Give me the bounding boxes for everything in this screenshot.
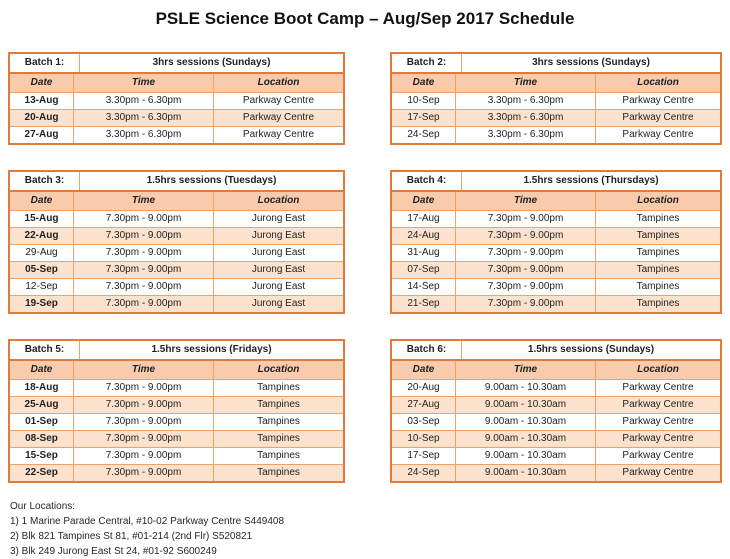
session-type: 1.5hrs sessions (Sundays) — [461, 341, 720, 359]
table-row — [10, 295, 343, 312]
date-cell: 18-Aug — [24, 382, 59, 393]
location-cell: Parkway Centre — [595, 448, 720, 464]
location-cell: Parkway Centre — [213, 127, 343, 143]
column-header-date: Date — [30, 195, 53, 206]
date-cell: 20-Aug — [407, 382, 440, 393]
date-cell: 29-Aug — [25, 247, 58, 258]
time-cell: 7.30pm - 9.00pm — [73, 245, 213, 261]
column-header-date: Date — [412, 364, 435, 375]
column-header-time: Time — [73, 192, 213, 210]
location-cell: Tampines — [213, 448, 343, 464]
date-cell: 21-Sep — [407, 298, 440, 309]
table-row — [392, 278, 720, 295]
location-cell: Tampines — [213, 414, 343, 430]
table-row — [392, 396, 720, 413]
batch-label: Batch 5: — [24, 344, 65, 355]
page-title: PSLE Science Boot Camp – Aug/Sep 2017 Schedule — [155, 9, 575, 28]
batch-table-3 — [8, 170, 345, 314]
date-cell: 24-Aug — [407, 230, 440, 241]
date-cell: 17-Sep — [407, 450, 440, 461]
locations-heading: Our Locations: — [10, 501, 76, 512]
batch-header-row — [10, 341, 343, 359]
table-row — [392, 109, 720, 126]
location-cell: Jurong East — [213, 296, 343, 312]
date-cell: 05-Sep — [25, 264, 58, 275]
location-cell: Parkway Centre — [595, 127, 720, 143]
table-row — [10, 227, 343, 244]
table-row — [392, 447, 720, 464]
location-cell: Jurong East — [213, 279, 343, 295]
date-cell: 07-Sep — [407, 264, 440, 275]
date-cell: 25-Aug — [24, 399, 59, 410]
table-row — [392, 227, 720, 244]
table-row — [392, 210, 720, 227]
location-cell: Tampines — [595, 228, 720, 244]
location-cell: Parkway Centre — [595, 93, 720, 109]
batch-table-2 — [390, 52, 722, 145]
time-cell: 3.30pm - 6.30pm — [455, 127, 595, 143]
column-header-date: Date — [412, 77, 435, 88]
date-cell: 27-Aug — [407, 399, 440, 410]
table-row — [10, 430, 343, 447]
time-cell: 7.30pm - 9.00pm — [73, 279, 213, 295]
table-row — [10, 379, 343, 396]
batch-header-row — [392, 172, 720, 190]
location-cell: Parkway Centre — [213, 93, 343, 109]
column-header-location: Location — [595, 361, 720, 379]
table-row — [392, 92, 720, 109]
date-cell: 27-Aug — [24, 129, 59, 140]
location-line-3: 3) Blk 249 Jurong East St 24, #01-92 S600249 — [10, 546, 217, 557]
location-cell: Parkway Centre — [595, 465, 720, 481]
location-cell: Tampines — [595, 296, 720, 312]
session-type: 1.5hrs sessions (Thursdays) — [461, 172, 720, 190]
time-cell: 7.30pm - 9.00pm — [73, 448, 213, 464]
column-header-time: Time — [455, 74, 595, 92]
batch-table-4 — [390, 170, 722, 314]
session-type: 1.5hrs sessions (Tuesdays) — [79, 172, 343, 190]
time-cell: 7.30pm - 9.00pm — [73, 262, 213, 278]
column-header-location: Location — [213, 192, 343, 210]
table-row — [10, 396, 343, 413]
batch-label: Batch 2: — [406, 57, 447, 68]
batch-label: Batch 4: — [406, 175, 447, 186]
date-cell: 24-Sep — [407, 129, 440, 140]
time-cell: 7.30pm - 9.00pm — [455, 296, 595, 312]
batch-table-5 — [8, 339, 345, 483]
table-row — [392, 244, 720, 261]
location-cell: Jurong East — [213, 211, 343, 227]
location-cell: Tampines — [213, 397, 343, 413]
location-line-1: 1) 1 Marine Parade Central, #10-02 Parkway Centre S449408 — [10, 516, 285, 527]
location-cell: Tampines — [595, 245, 720, 261]
column-header-row — [392, 359, 720, 379]
table-row — [392, 261, 720, 278]
date-cell: 22-Sep — [25, 467, 58, 478]
time-cell: 7.30pm - 9.00pm — [455, 228, 595, 244]
date-cell: 10-Sep — [407, 433, 440, 444]
column-header-row — [10, 359, 343, 379]
table-row — [392, 379, 720, 396]
date-cell: 12-Sep — [25, 281, 58, 292]
time-cell: 9.00am - 10.30am — [455, 465, 595, 481]
column-header-time: Time — [455, 192, 595, 210]
location-cell: Parkway Centre — [595, 431, 720, 447]
time-cell: 7.30pm - 9.00pm — [73, 397, 213, 413]
batch-label: Batch 3: — [24, 175, 65, 186]
time-cell: 3.30pm - 6.30pm — [455, 110, 595, 126]
column-header-row — [392, 72, 720, 92]
table-row — [392, 413, 720, 430]
date-cell: 31-Aug — [407, 247, 440, 258]
date-cell: 19-Sep — [25, 298, 58, 309]
date-cell: 22-Aug — [24, 230, 59, 241]
column-header-row — [10, 72, 343, 92]
table-row — [10, 464, 343, 481]
column-header-date: Date — [30, 77, 53, 88]
date-cell: 14-Sep — [407, 281, 440, 292]
table-row — [10, 109, 343, 126]
time-cell: 7.30pm - 9.00pm — [73, 431, 213, 447]
location-cell: Parkway Centre — [213, 110, 343, 126]
location-cell: Tampines — [595, 262, 720, 278]
session-type: 3hrs sessions (Sundays) — [461, 54, 720, 72]
time-cell: 3.30pm - 6.30pm — [73, 110, 213, 126]
date-cell: 17-Aug — [407, 213, 440, 224]
table-row — [392, 295, 720, 312]
date-cell: 15-Aug — [24, 213, 59, 224]
time-cell: 7.30pm - 9.00pm — [73, 380, 213, 396]
time-cell: 7.30pm - 9.00pm — [73, 228, 213, 244]
column-header-location: Location — [595, 74, 720, 92]
table-row — [10, 244, 343, 261]
time-cell: 3.30pm - 6.30pm — [73, 127, 213, 143]
column-header-location: Location — [213, 361, 343, 379]
batch-header-row — [392, 341, 720, 359]
location-cell: Tampines — [595, 211, 720, 227]
table-row — [392, 126, 720, 143]
location-cell: Parkway Centre — [595, 397, 720, 413]
column-header-time: Time — [455, 361, 595, 379]
time-cell: 7.30pm - 9.00pm — [73, 296, 213, 312]
location-cell: Jurong East — [213, 245, 343, 261]
time-cell: 7.30pm - 9.00pm — [73, 465, 213, 481]
location-cell: Tampines — [213, 380, 343, 396]
column-header-row — [10, 190, 343, 210]
time-cell: 9.00am - 10.30am — [455, 380, 595, 396]
table-row — [10, 126, 343, 143]
date-cell: 24-Sep — [407, 467, 440, 478]
date-cell: 17-Sep — [407, 112, 440, 123]
location-cell: Jurong East — [213, 262, 343, 278]
table-row — [10, 413, 343, 430]
time-cell: 9.00am - 10.30am — [455, 414, 595, 430]
location-cell: Parkway Centre — [595, 380, 720, 396]
column-header-location: Location — [213, 74, 343, 92]
location-line-2: 2) Blk 821 Tampines St 81, #01-214 (2nd Flr) S520821 — [10, 531, 253, 542]
column-header-row — [392, 190, 720, 210]
tables-grid — [8, 52, 730, 483]
time-cell: 7.30pm - 9.00pm — [455, 245, 595, 261]
batch-header-row — [10, 54, 343, 72]
location-cell: Jurong East — [213, 228, 343, 244]
time-cell: 9.00am - 10.30am — [455, 431, 595, 447]
location-cell: Tampines — [595, 279, 720, 295]
date-cell: 08-Sep — [25, 433, 58, 444]
batch-header-row — [392, 54, 720, 72]
date-cell: 01-Sep — [25, 416, 58, 427]
locations-section — [10, 499, 730, 559]
location-cell: Parkway Centre — [595, 414, 720, 430]
column-header-time: Time — [73, 361, 213, 379]
date-cell: 20-Aug — [24, 112, 59, 123]
time-cell: 3.30pm - 6.30pm — [73, 93, 213, 109]
time-cell: 9.00am - 10.30am — [455, 448, 595, 464]
table-row — [10, 92, 343, 109]
time-cell: 9.00am - 10.30am — [455, 397, 595, 413]
column-header-date: Date — [412, 195, 435, 206]
table-row — [10, 261, 343, 278]
date-cell: 13-Aug — [24, 95, 59, 106]
location-cell: Tampines — [213, 431, 343, 447]
batch-label: Batch 1: — [24, 57, 65, 68]
batch-table-6 — [390, 339, 722, 483]
time-cell: 7.30pm - 9.00pm — [455, 211, 595, 227]
column-header-date: Date — [30, 364, 53, 375]
column-header-location: Location — [595, 192, 720, 210]
table-row — [392, 430, 720, 447]
time-cell: 7.30pm - 9.00pm — [455, 262, 595, 278]
table-row — [10, 210, 343, 227]
batch-header-row — [10, 172, 343, 190]
session-type: 1.5hrs sessions (Fridays) — [79, 341, 343, 359]
date-cell: 10-Sep — [407, 95, 440, 106]
column-header-time: Time — [73, 74, 213, 92]
session-type: 3hrs sessions (Sundays) — [79, 54, 343, 72]
table-row — [10, 278, 343, 295]
time-cell: 7.30pm - 9.00pm — [73, 211, 213, 227]
batch-table-1 — [8, 52, 345, 145]
batch-label: Batch 6: — [406, 344, 447, 355]
location-cell: Parkway Centre — [595, 110, 720, 126]
location-cell: Tampines — [213, 465, 343, 481]
table-row — [10, 447, 343, 464]
date-cell: 03-Sep — [407, 416, 440, 427]
date-cell: 15-Sep — [25, 450, 58, 461]
table-row — [392, 464, 720, 481]
time-cell: 7.30pm - 9.00pm — [455, 279, 595, 295]
time-cell: 3.30pm - 6.30pm — [455, 93, 595, 109]
time-cell: 7.30pm - 9.00pm — [73, 414, 213, 430]
